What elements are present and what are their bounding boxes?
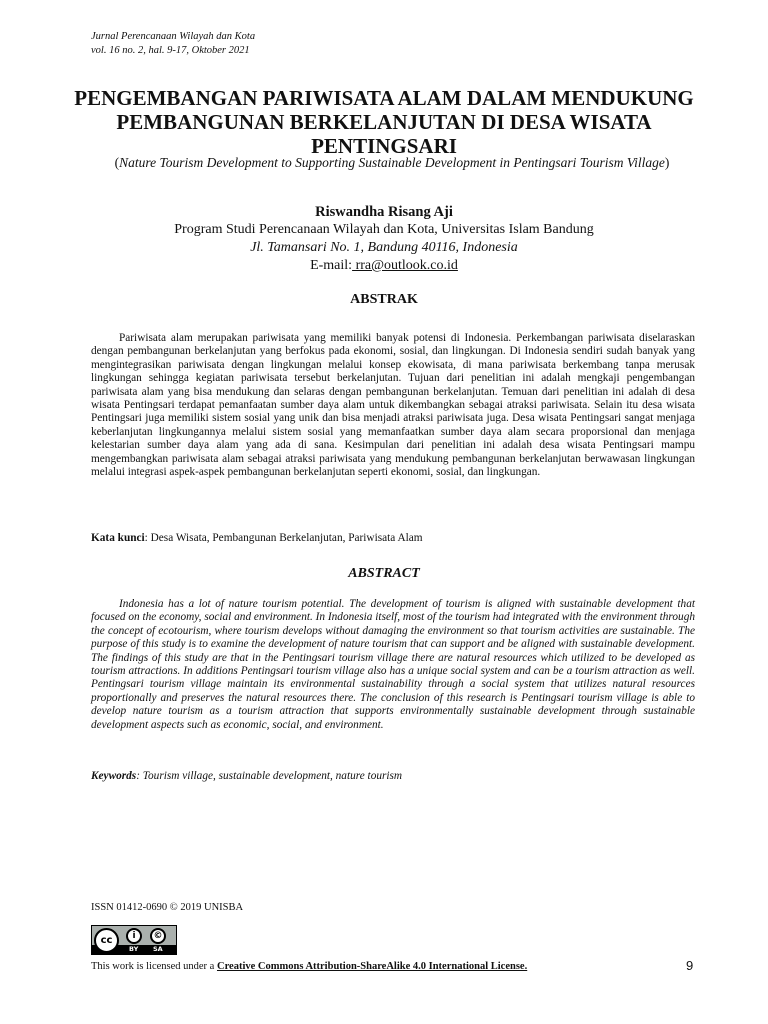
subtitle-close-paren: ) bbox=[664, 155, 670, 170]
license-link[interactable]: Creative Commons Attribution-ShareAlike 4.0 International License. bbox=[216, 961, 528, 972]
keywords-label: Keywords bbox=[91, 770, 137, 782]
page-number: 9 bbox=[686, 958, 694, 973]
cc-logo-icon: cc bbox=[94, 928, 119, 953]
license-prefix: This work is licensed under a bbox=[91, 961, 217, 972]
journal-volume: vol. 16 no. 2, hal. 9-17, Oktober 2021 bbox=[91, 45, 250, 56]
journal-header bbox=[91, 30, 255, 58]
paper-title: PENGEMBANGAN PARIWISATA ALAM DALAM MENDUKUNG PEMBANGUNAN BERKELANJUTAN DI DESA WISATA PENTINGSARI bbox=[74, 86, 694, 158]
abstract-text: Indonesia has a lot of nature tourism potential. The development of tourism is aligned with sustainable development that focused on the economy, social and environment. In Indonesia itself, most of the tourism had integrated with the environment through the concept of ecotourism, where tourism develops without damaging the environment so that tourism activities are sustainable. The purpose of this study is to examine the development of nature tourism that can support and be aligned with sustainable development. The findings of this study are that in the Pentingsari tourism village there are natural resources which utilized to be developed as tourism attractions. In additions Pentingsari tourism village also has a unique social system and can be a tourism attraction as well. Pentingsari tourism village maintain its environmental sustainability through a social system that utilizes natural resources proportionally and preserves the natural resources there. The conclusion of this research is Pentingsari tourism village is able to develop nature tourism as a tourism attraction that supports environmentally sustainable development through sustainable development aspects such as economic, social, and environment. bbox=[91, 598, 695, 731]
journal-name: Jurnal Perencanaan Wilayah dan Kota bbox=[91, 31, 256, 42]
email-label: E-mail: bbox=[310, 258, 353, 273]
issn: ISSN 01412-0690 © 2019 UNISBA bbox=[91, 902, 244, 913]
cc-sa-label: SA bbox=[153, 945, 163, 953]
subtitle-text: Nature Tourism Development to Supporting Sustainable Development in Pentingsari Tourism Village bbox=[119, 155, 665, 170]
paper-subtitle bbox=[92, 155, 692, 171]
email-link[interactable]: rra@outlook.co.id bbox=[352, 258, 458, 273]
cc-sa-icon: © bbox=[150, 928, 166, 944]
kata-kunci-label: Kata kunci bbox=[91, 532, 145, 544]
keywords bbox=[91, 770, 695, 782]
author-name: Riswandha Risang Aji bbox=[315, 204, 453, 220]
author-email bbox=[60, 258, 708, 274]
author-address: Jl. Tamansari No. 1, Bandung 40116, Indonesia bbox=[250, 240, 518, 255]
abstrak-text: Pariwisata alam merupakan pariwisata yang memiliki banyak potensi di Indonesia. Perkembangan pariwisata diselaraskan dengan pembangunan berkelanjutan yang berfokus pada ekonomi, sosial, dan lingkungan. Di Indonesia sendiri sudah banyak yang mengintegrasikan pariwisata dengan lingkungan melalui konsep ekowisata, di mana pariwisata berkembang tanpa merusak lingkungan sehingga kegiatan pariwisata tersebut berkelanjutan. Tujuan dari penelitian ini adalah mengkaji pengembangan pariwisata alam yang bisa mendukung dan selaras dengan pembangunan berkelanjutan. Temuan dari penelitian ini adalah di desa wisata Pentingsari terdapat pemanfaatan sumber daya alam untuk dikembangkan sebagai atraksi pariwisata. Selain itu desa wisata Pentingsari juga memiliki sistem sosial yang unik dan bisa menjadi atraksi pariwisata juga. Desa wisata Pentingsari sangat menjaga keberlanjutan lingkungannya melalui sistem sosial yang memanfaatkan sumber daya alam secara proporsional dan menjaga kelestarian sumber daya alam yang ada di sana. Kesimpulan dari penelitian ini adalah desa wisata Pentingsari mampu mengembangkan pariwisata alam sebagai atraksi pariwisata yang mendukung pembangunan berkelanjutan berwawasan lingkungan melalui integrasi aspek-aspek pembangunan berkelanjutan seperti ekonomi, sosial, dan lingkungan. bbox=[91, 332, 695, 479]
author-affiliation: Program Studi Perencanaan Wilayah dan Kota, Universitas Islam Bandung bbox=[174, 222, 594, 237]
license-notice bbox=[91, 961, 527, 972]
kata-kunci-values: : Desa Wisata, Pembangunan Berkelanjutan, Pariwisata Alam bbox=[144, 532, 423, 544]
kata-kunci bbox=[91, 532, 695, 544]
abstract-heading: ABSTRACT bbox=[348, 566, 420, 581]
abstrak-heading: ABSTRAK bbox=[350, 292, 418, 307]
cc-by-sa-icon[interactable] bbox=[91, 925, 177, 955]
keywords-values: : Tourism village, sustainable development, nature tourism bbox=[136, 770, 403, 782]
cc-by-icon: i bbox=[126, 928, 142, 944]
cc-by-label: BY bbox=[129, 945, 139, 953]
subtitle-open-paren: ( bbox=[114, 155, 120, 170]
